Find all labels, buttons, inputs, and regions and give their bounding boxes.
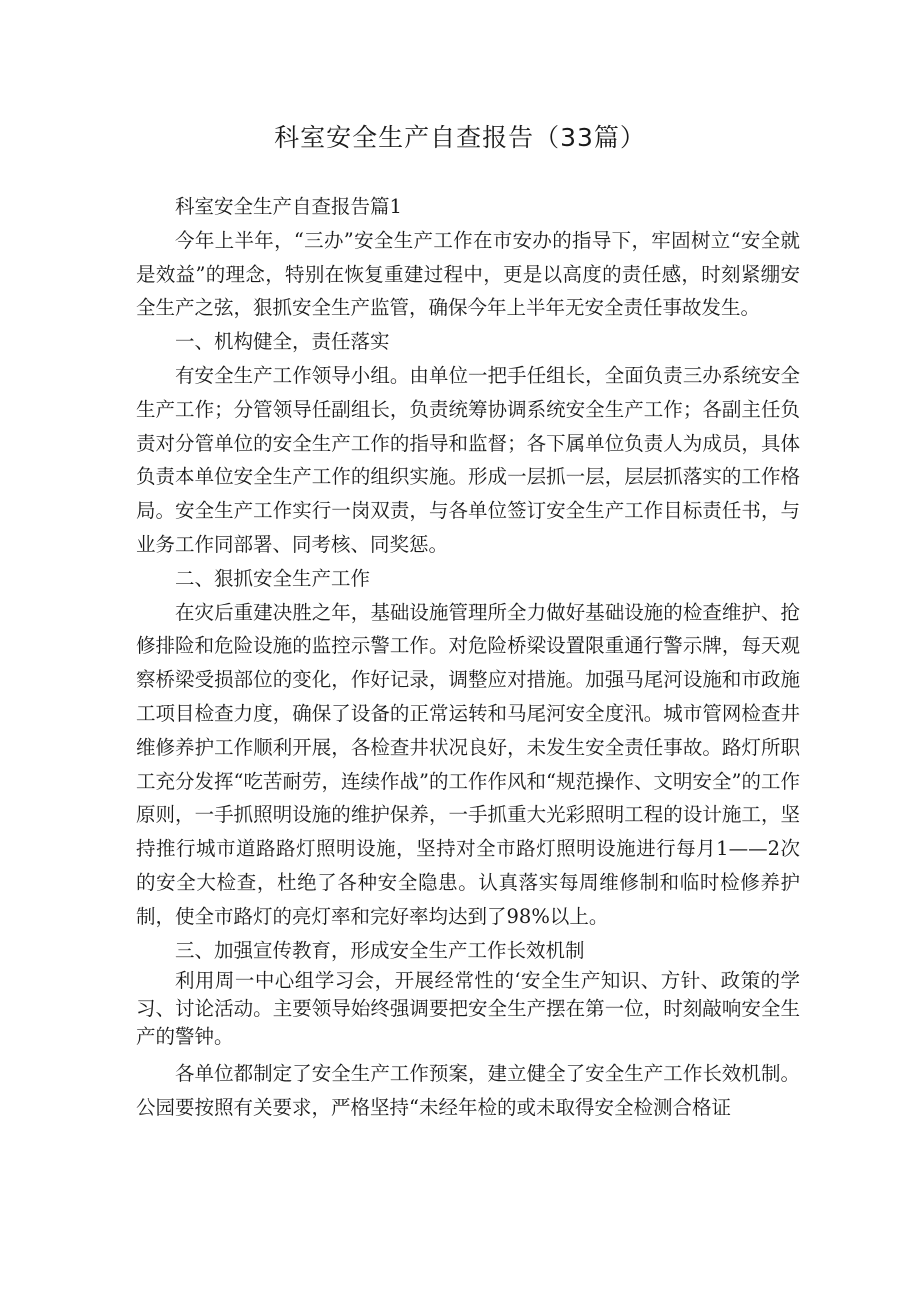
paragraph-organization: 有安全生产工作领导小组。由单位一把手任组长，全面负责三办系统安全生产工作；分管领导任副组长，负责统筹协调系统安全生产工作；各副主任负责对分管单位的安全生产工作的指导和监督；各下属单位负责人为成员，具体负责本单位安全生产工作的组织实施。形成一层抓一层，层层抓落实的工作格局。安全生产工作实行一岗双责，与各单位签订安全生产工作目标责任书，与业务工作同部署、同考核、同奖惩。 [136, 363, 800, 556]
section-heading-2: 一、机构健全，责任落实 [175, 330, 390, 354]
paragraph-mechanism: 各单位都制定了安全生产工作预案，建立健全了安全生产工作长效机制。公园要按照有关要求，严格坚持“未经年检的或未取得安全检测合格证 [136, 1062, 800, 1120]
document-title: 科室安全生产自查报告（33篇） [274, 123, 646, 152]
paragraph-education: 利用周一中心组学习会，开展经常性的‘安全生产知识、方针、政策的学习、讨论活动。主要领导始终强调要把安全生产摆在第一位，时刻敲响安全生产的警钟。 [136, 969, 800, 1049]
section-heading-3: 二、狠抓安全生产工作 [175, 566, 371, 590]
section-heading-4: 三、加强宣传教育，形成安全生产工作长效机制 [175, 938, 585, 962]
section-heading-1: 科室安全生产自查报告篇1 [175, 195, 402, 218]
document-body [136, 190, 800, 1125]
paragraph-intro: 今年上半年，“三办”安全生产工作在市安办的指导下，牢固树立“安全就是效益”的理念，特别在恢复重建过程中，更是以高度的责任感，时刻紧绷安全生产之弦，狠抓安全生产监管，确保今年上半年无安全责任事故发生。 [136, 228, 800, 320]
paragraph-safety-work: 在灾后重建决胜之年，基础设施管理所全力做好基础设施的检查维护、抢修排险和危险设施的监控示警工作。对危险桥梁设置限重通行警示牌，每天观察桥梁受损部位的变化，作好记录，调整应对措施。加强马尾河设施和市政施工项目检查力度，确保了设备的正常运转和马尾河安全度汛。城市管网检查井维修养护工作顺利开展，各检查井状况良好，未发生安全责任事故。路灯所职工充分发挥“吃苦耐劳，连续作战”的工作作风和“规范操作、文明安全”的工作原则，一手抓照明设施的维护保养，一手抓重大光彩照明工程的设计施工，坚持推行城市道路路灯照明设施，坚持对全市路灯照明设施进行每月1——2次的安全大检查，杜绝了各种安全隐患。认真落实每周维修制和临时检修养护制，使全市路灯的亮灯率和完好率均达到了98%以上。 [136, 600, 800, 928]
